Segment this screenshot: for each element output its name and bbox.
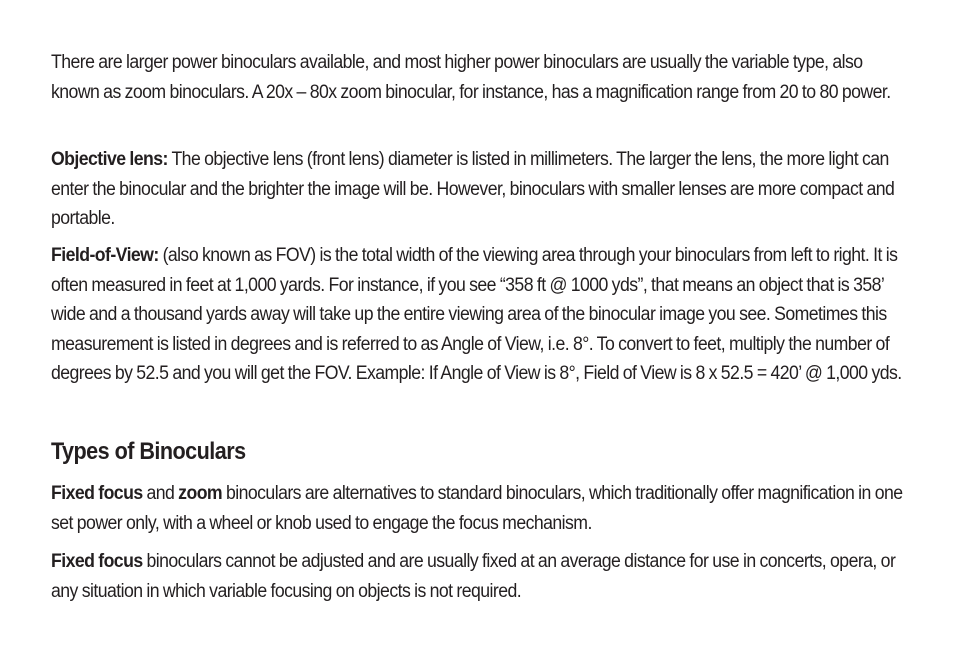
fixed-focus-term-2: Fixed focus xyxy=(51,551,143,572)
types-of-binoculars-heading: Types of Binoculars xyxy=(51,438,246,465)
objective-lens-paragraph xyxy=(51,145,911,234)
and-text: and xyxy=(142,483,179,504)
field-of-view-term: Field-of-View: xyxy=(51,245,159,266)
zoom-term: zoom xyxy=(178,483,223,504)
objective-lens-text: The objective lens (front lens) diameter is listed in millimeters. The larger the lens, the more light can enter the binocular and the brighter the image will be. However, binoculars with smaller lenses are more compact and portable. xyxy=(51,149,895,229)
intro-text: There are larger power binoculars available, and most higher power binoculars are usually the variable type, also known as zoom binoculars. A 20x – 80x zoom binocular, for instance, has a magnification range from 20 to 80 power. xyxy=(51,52,891,103)
fixed-focus-zoom-text: binoculars are alternatives to standard binoculars, which traditionally offer magnification in one set power only, with a wheel or knob used to engage the focus mechanism. xyxy=(51,483,903,534)
fixed-focus-zoom-paragraph xyxy=(51,479,911,538)
fixed-focus-paragraph xyxy=(51,547,911,606)
intro-paragraph xyxy=(51,48,911,107)
objective-lens-term: Objective lens: xyxy=(51,149,168,170)
fixed-focus-text: binoculars cannot be adjusted and are usually fixed at an average distance for use in concerts, opera, or any situation in which variable focusing on objects is not required. xyxy=(51,551,896,602)
field-of-view-paragraph xyxy=(51,241,911,389)
fixed-focus-term: Fixed focus xyxy=(51,483,143,504)
field-of-view-text: (also known as FOV) is the total width of the viewing area through your binoculars from left to right. It is often measured in feet at 1,000 yards. For instance, if you see “358 ft @ 1000 yds”, that means an object that is 358’ wide and a thousand yards away will take up the entire viewing area of the binocular image you see. Sometimes this measurement is listed in degrees and is referred to as Angle of View, i.e. 8°. To convert to feet, multiply the number of degrees by 52.5 and you will get the FOV. Example: If Angle of View is 8°, Field of View is 8 x 52.5 = 420’ @ 1,000 yds. xyxy=(51,245,902,384)
